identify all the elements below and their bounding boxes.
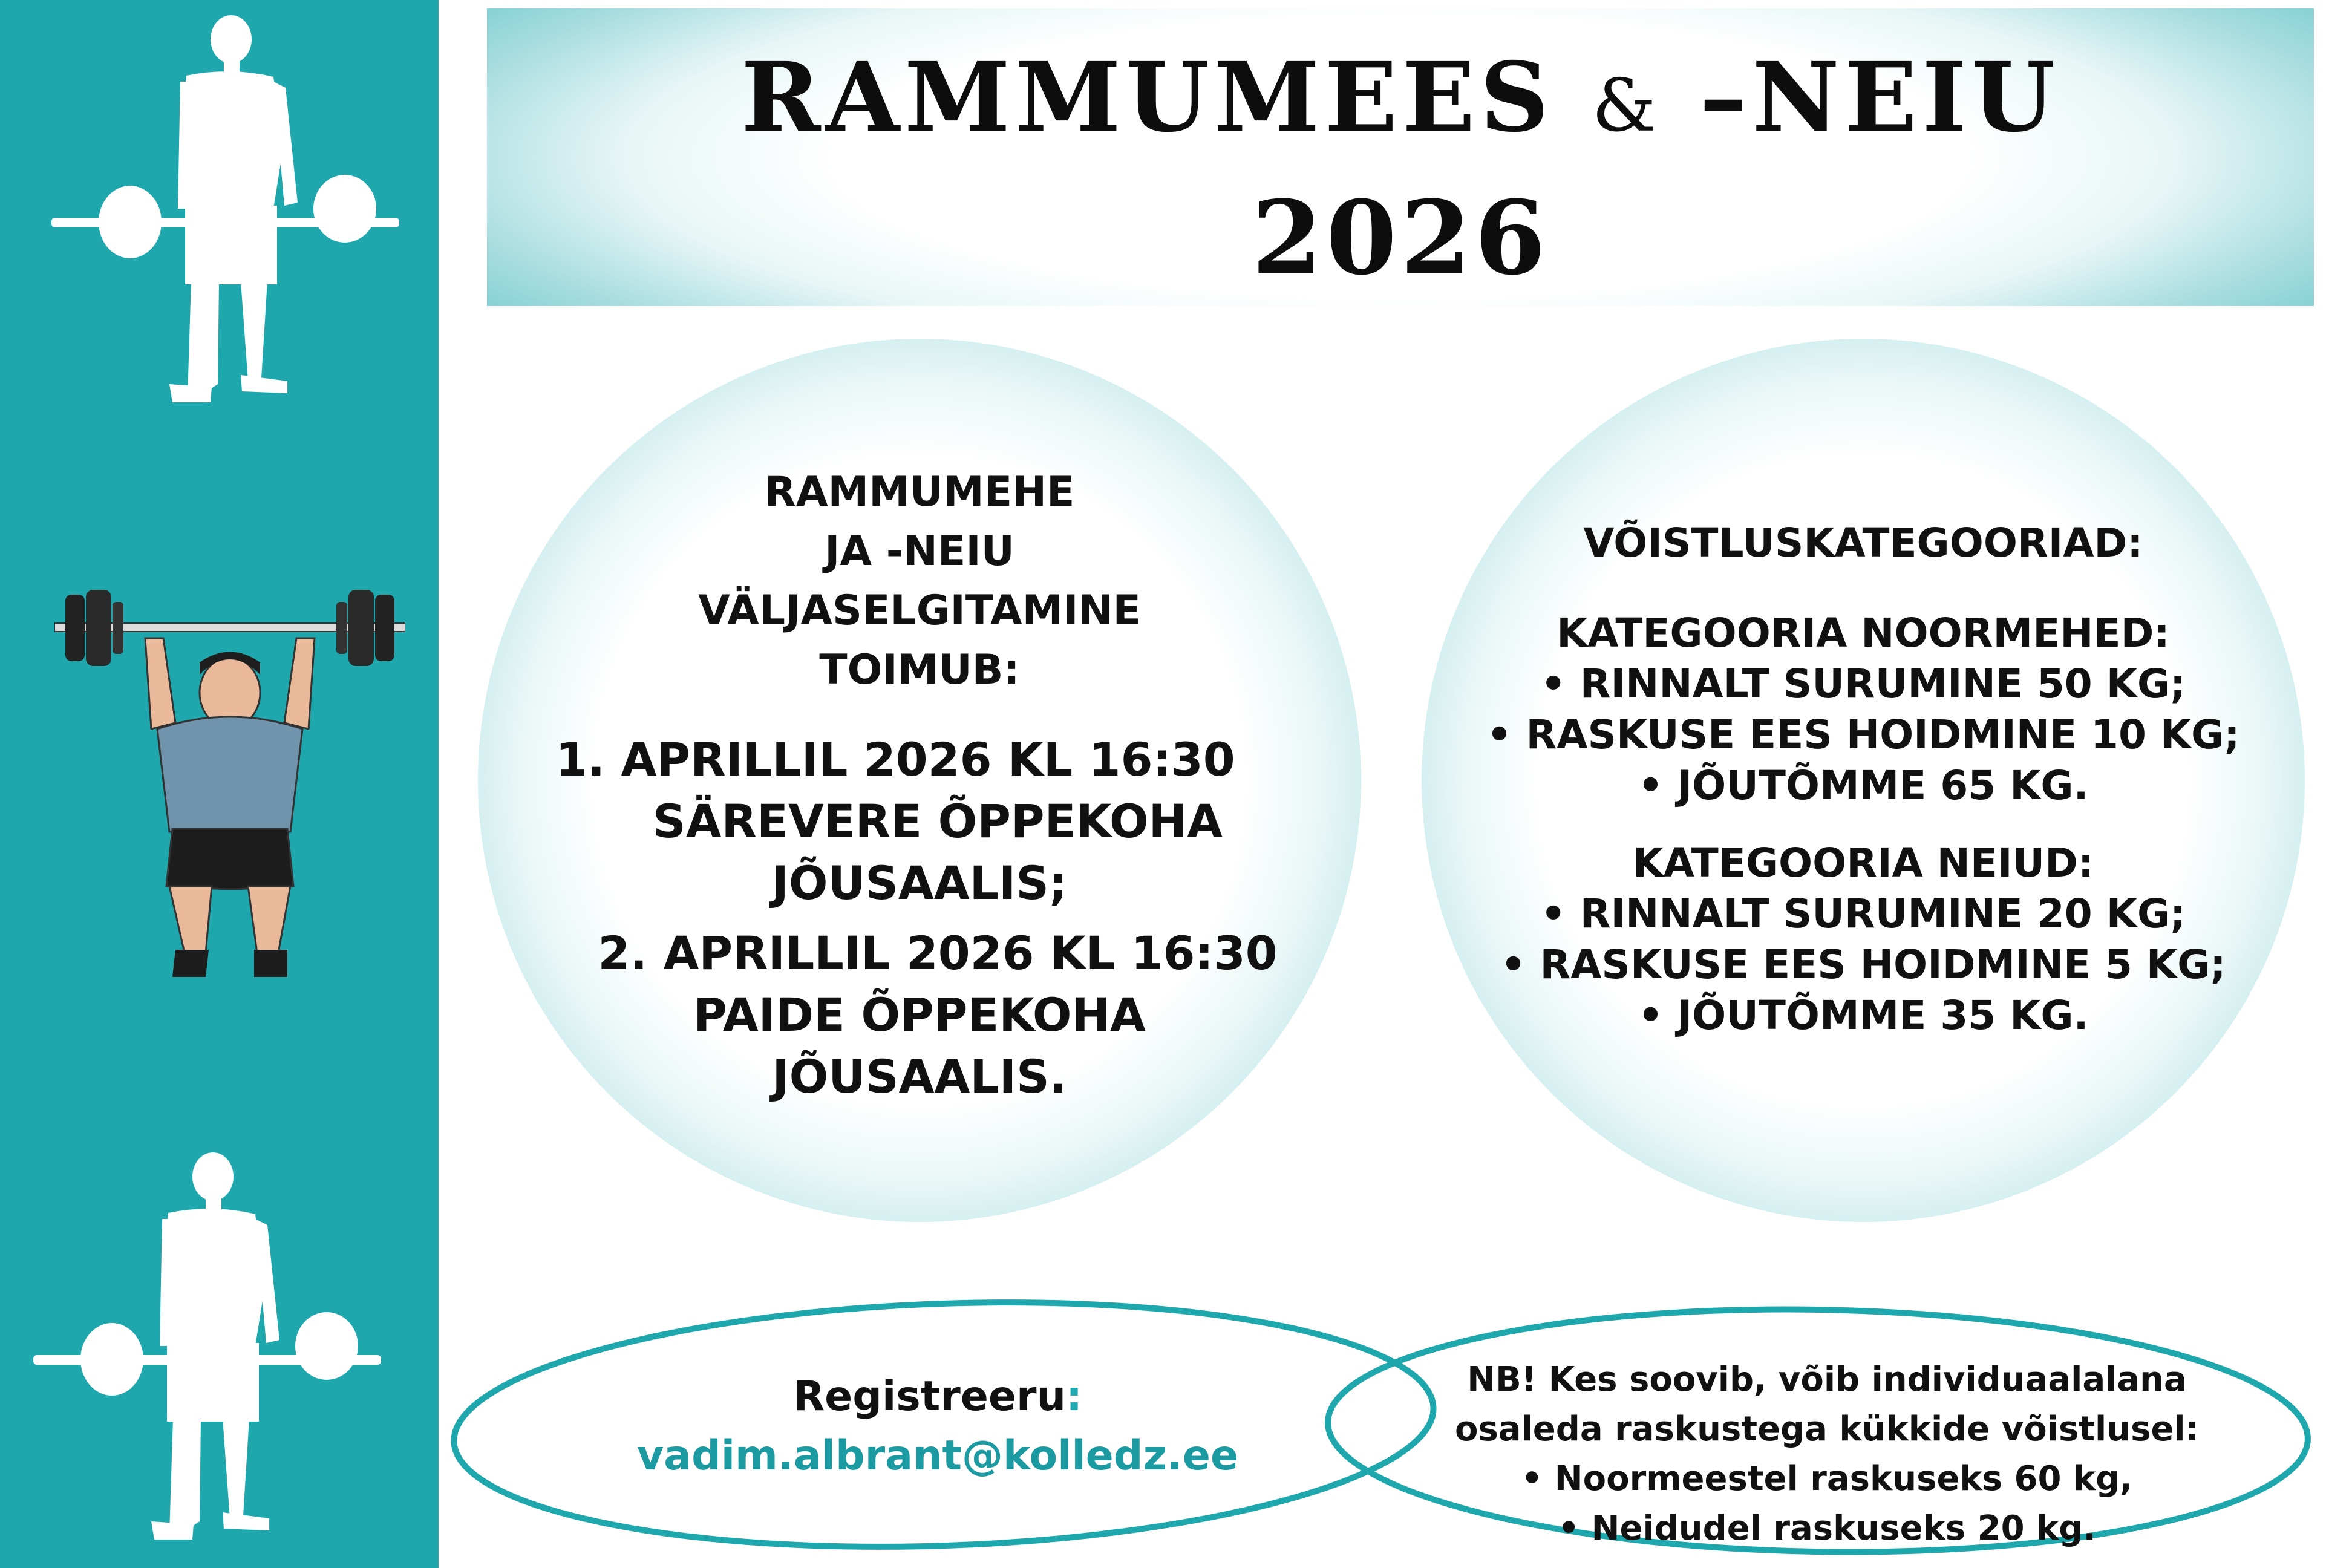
page-title	[487, 42, 2314, 154]
event-location-2	[532, 923, 1307, 1108]
location-line: SÄREVERE ÕPPEKOHA	[652, 794, 1223, 848]
note-line: osaleda raskustega kükkide võistlusel:	[1454, 1410, 2200, 1449]
location-line: PAIDE ÕPPEKOHA	[693, 988, 1146, 1042]
categories-heading: VÕISTLUSKATEGOORIAD:	[1583, 520, 2143, 566]
event-heading-line: VÄLJASELGITAMINE	[698, 587, 1141, 635]
title-part-neiu: –NEIU	[1699, 42, 2060, 154]
location-line: JÕUSAALIS.	[772, 1050, 1067, 1103]
deadlift-figure-icon	[48, 9, 405, 408]
note-line: • Neidudel raskuseks 20 kg.	[1558, 1509, 2096, 1548]
page-title-year: 2026	[1252, 178, 1549, 298]
category-girls	[1464, 838, 2262, 1041]
category-item: • RASKUSE EES HOIDMINE 10 KG;	[1486, 711, 2240, 758]
location-line: 2. APRILLIL 2026 KL 16:30	[598, 926, 1278, 980]
category-title: KATEGOORIA NOORMEHED:	[1557, 610, 2170, 656]
sidebar	[0, 0, 439, 1568]
register-email-link[interactable]: vadim.albrant@kolledz.ee	[636, 1432, 1239, 1480]
category-item: • RINNALT SURUMINE 20 KG;	[1540, 890, 2186, 937]
category-item: • JÕUTÕMME 35 KG.	[1638, 992, 2089, 1039]
squat-note	[1410, 1355, 2244, 1553]
title-banner	[487, 8, 2314, 306]
event-heading	[635, 463, 1204, 700]
category-item: • RASKUSE EES HOIDMINE 5 KG;	[1500, 941, 2226, 988]
event-location-1	[532, 729, 1307, 914]
note-line: NB! Kes soovib, võib individuaalalana	[1467, 1360, 2187, 1399]
register-colon: :	[1065, 1373, 1083, 1420]
overhead-press-figure-icon	[54, 584, 405, 983]
category-title: KATEGOORIA NEIUD:	[1632, 840, 2094, 886]
deadlift-figure-icon	[30, 1146, 387, 1546]
category-item: • JÕUTÕMME 65 KG.	[1638, 762, 2089, 809]
note-line: • Noormeestel raskuseks 60 kg,	[1521, 1459, 2133, 1498]
location-line: JÕUSAALIS;	[771, 856, 1068, 910]
title-part-rammumees: RAMMUMEES	[741, 42, 1554, 154]
event-heading-line: RAMMUMEHE	[764, 468, 1075, 516]
category-item: • RINNALT SURUMINE 50 KG;	[1540, 661, 2186, 707]
event-heading-line: TOIMUB:	[819, 646, 1020, 694]
event-heading-line: JA -NEIU	[825, 528, 1014, 575]
registration	[544, 1367, 1331, 1486]
register-label: Registreeru	[792, 1373, 1066, 1420]
category-boys	[1464, 608, 2262, 811]
location-line: 1. APRILLIL 2026 KL 16:30	[555, 733, 1235, 786]
title-ampersand: &	[1592, 64, 1662, 148]
